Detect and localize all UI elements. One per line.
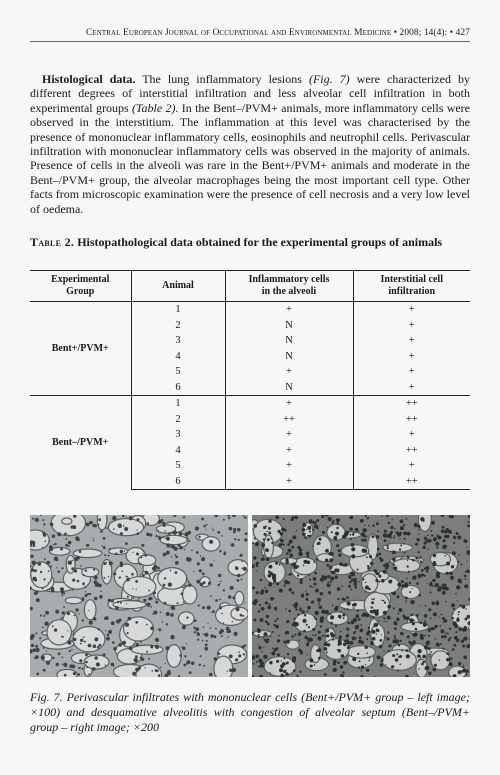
alveoli-cell: ++ (225, 412, 353, 428)
figure-caption: Fig. 7. Perivascular infiltrates with mononuclear cells (Bent+/PVM+ group – left image; ×100) and desquamative alveolitis with congestion of alveolar septum (Bent–/PVM+ group – right image; ×200 (30, 690, 470, 734)
paragraph-text: The lung inflammatory lesions (135, 72, 309, 86)
animal-cell: 2 (131, 318, 225, 334)
animal-cell: 6 (131, 380, 225, 396)
animal-cell: 2 (131, 412, 225, 428)
running-head: Central European Journal of Occupational and Environmental Medicine • 2008; 14(4): • 427 (30, 28, 470, 42)
animal-cell: 3 (131, 333, 225, 349)
alveoli-cell: N (225, 349, 353, 365)
micrograph-right (252, 515, 470, 677)
interstitial-cell: + (353, 458, 470, 474)
interstitial-cell: ++ (353, 412, 470, 428)
interstitial-cell: + (353, 349, 470, 365)
animal-cell: 5 (131, 458, 225, 474)
animal-cell: 1 (131, 302, 225, 318)
animal-cell: 3 (131, 427, 225, 443)
interstitial-cell: ++ (353, 443, 470, 459)
table-label: Table 2. (30, 235, 75, 249)
header-animal: Animal (131, 271, 225, 302)
interstitial-cell: + (353, 318, 470, 334)
interstitial-cell: + (353, 333, 470, 349)
header-interstitial-infiltration: Interstitial cell infiltration (353, 271, 470, 302)
interstitial-cell: + (353, 380, 470, 396)
table-reference: (Table 2). (131, 100, 179, 115)
table-row (30, 302, 470, 318)
alveoli-cell: N (225, 318, 353, 334)
alveoli-cell: + (225, 302, 353, 318)
header-alveoli-cells: Inflammatory cells in the alveoli (225, 271, 353, 302)
alveoli-cell: + (225, 427, 353, 443)
animal-cell: 4 (131, 349, 225, 365)
interstitial-cell: + (353, 302, 470, 318)
header-experimental-group: Experimental Group (30, 271, 131, 302)
table-title: Histopathological data obtained for the experimental groups of animals (74, 235, 443, 249)
histology-paragraph (30, 72, 470, 216)
alveoli-cell: + (225, 396, 353, 412)
alveoli-cell: + (225, 443, 353, 459)
alveoli-cell: + (225, 364, 353, 380)
section-heading: Histological data. (42, 72, 136, 86)
animal-cell: 4 (131, 443, 225, 459)
interstitial-cell: + (353, 427, 470, 443)
animal-cell: 6 (131, 474, 225, 490)
alveoli-cell: + (225, 458, 353, 474)
paragraph-text: were characterized by different degrees of interstitial infiltration and less alveolar cell infiltration in both experimental groups (30, 72, 470, 115)
group-name-cell: Bent+/PVM+ (30, 302, 131, 396)
table-caption (30, 235, 470, 250)
interstitial-cell: ++ (353, 474, 470, 490)
histopathology-table (30, 270, 470, 490)
micrograph-left (30, 515, 248, 677)
group-name-cell: Bent–/PVM+ (30, 396, 131, 490)
figure-7 (30, 515, 470, 677)
alveoli-cell: + (225, 474, 353, 490)
animal-cell: 5 (131, 364, 225, 380)
alveoli-cell: N (225, 380, 353, 396)
interstitial-cell: ++ (353, 396, 470, 412)
alveoli-cell: N (225, 333, 353, 349)
table-header-row (30, 271, 470, 302)
figure-reference: (Fig. 7) (308, 72, 350, 86)
paragraph-text: In the Bent–/PVM+ animals, more inflammatory cells were observed in the interstitium. The inflammation at this level was characterised by the presence of mononuclear inflammatory cells, eosinophils and neutrophil cells. Perivascular infiltration with mononuclear inflammatory cells was observed in the majority of animals. Presence of cells in the alveoli was rare in the Bent+/PVM+ animals and moderate in the Bent–/PVM+ group, the alveolar macrophages being the most important cell type. Other facts from microscopic examination were the presence of cell necrosis and a very low level of oedema. (30, 100, 471, 216)
animal-cell: 1 (131, 396, 225, 412)
interstitial-cell: + (353, 364, 470, 380)
table-row (30, 396, 470, 412)
